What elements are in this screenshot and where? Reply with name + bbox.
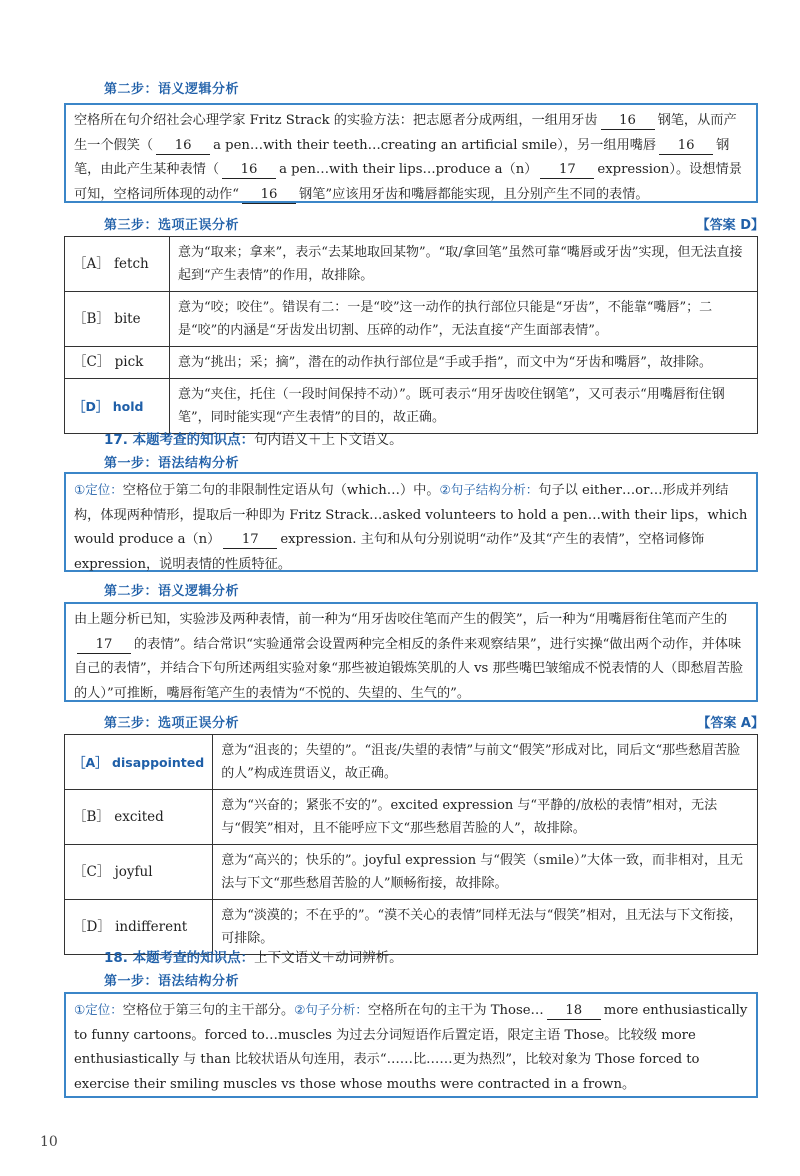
table-row xyxy=(65,845,758,900)
option-label: ［D］ indifferent xyxy=(65,900,213,955)
blank: 17 xyxy=(540,161,594,179)
q17-step2-text: 由上题分析已知，实验涉及两种表情，前一种为“用牙齿咬住笔而产生的假笑”，后一种为“用嘴唇衔住笔而产生的17 的表情”。结合常识“实验通常会设置两种完全相反的条件来观察结果”，进行实操“做出两个动作，并体味自己的表情”，并结合下句所述两组实验对象“那些被迫锻炼笑肌的人 vs 那些嘴巴皱缩成不悦表情的人（即愁眉苦脸的人）”可推断，嘴唇衔笔产生的表情为“不悦的、失望的、生气的”。 xyxy=(74,612,744,701)
option-explanation: 意为“夹住，托住（一段时间保持不动）”。既可表示“用牙齿咬住钢笔”，又可表示“用嘴唇衔住钢笔”，同时能实现“产生表情”的目的，故正确。 xyxy=(170,379,758,434)
q17-step2-title: 第二步：语义逻辑分析 xyxy=(104,584,240,599)
option-label: ［A］ fetch xyxy=(65,237,170,292)
blank: 16 xyxy=(222,161,276,179)
blank: 16 xyxy=(156,137,210,155)
table-row xyxy=(65,379,758,434)
blank: 16 xyxy=(659,137,713,155)
option-explanation: 意为“挑出；采；摘”，潜在的动作执行部位是“手或手指”，而文中为“牙齿和嘴唇”，故排除。 xyxy=(170,347,758,379)
q16-options-table xyxy=(64,236,758,434)
q16-answer: 【答案 D】 xyxy=(696,218,764,233)
q16-step3-title: 第三步：选项正误分析 xyxy=(104,218,240,233)
option-explanation: 意为“高兴的；快乐的”。joyful expression 与“假笑（smile）”大体一致，而非相对，且无法与下文“那些愁眉苦脸的人”顺畅衔接，故排除。 xyxy=(213,845,758,900)
table-row xyxy=(65,735,758,790)
option-label: ［C］ pick xyxy=(65,347,170,379)
table-row xyxy=(65,237,758,292)
blank: 17 xyxy=(223,531,277,549)
option-label: ［C］ joyful xyxy=(65,845,213,900)
q16-step2-title: 第二步：语义逻辑分析 xyxy=(104,82,240,97)
option-label: ［B］ bite xyxy=(65,292,170,347)
option-explanation: 意为“咬；咬住”。错误有二：一是“咬”这一动作的执行部位只能是“牙齿”，不能靠“嘴唇”；二是“咬”的内涵是“牙齿发出切割、压碎的动作”，无法直接“产生面部表情”。 xyxy=(170,292,758,347)
q17-step1-text: ①定位：空格位于第二句的非限制性定语从句（which…）中。②句子结构分析：句子以 either…or…形成并列结构，体现两种情形，提取后一种即为 Fritz Strack…asked volunteers to hold a pen…with their lips，which would produce a（n） 17 expression. 主句和从句分别说明“动作”及其“产生的表情”，空格词修饰 expression，说明表情的性质特征。 xyxy=(74,482,748,572)
blank: 16 xyxy=(242,186,296,204)
q16-step2-text: 空格所在句介绍社会心理学家 Fritz Strack 的实验方法：把志愿者分成两组，一组用牙齿 16 钢笔，从而产生一个假笑（ 16 a pen…with their teeth…creating an artificial smile），另一组用嘴唇 16 钢笔，由此产生某种表情（ 16 a pen…with their lips…produce a（n） 17 expression）。设想情景可知，空格词所体现的动作“ 16 钢笔”应该用牙齿和嘴唇都能实现，且分别产生不同的表情。 xyxy=(74,113,742,202)
blank: 17 xyxy=(77,636,131,654)
q17-title: 17. 本题考查的知识点：句内语义＋上下文语义。 xyxy=(104,432,403,448)
table-row xyxy=(65,790,758,845)
q17-step1-box xyxy=(64,472,758,572)
q18-title: 18. 本题考查的知识点：上下文语义＋动词辨析。 xyxy=(104,950,403,966)
option-explanation: 意为“沮丧的；失望的”。“沮丧/失望的表情”与前文“假笑”形成对比，同后文“那些愁眉苦脸的人”构成连贯语义，故正确。 xyxy=(213,735,758,790)
table-row xyxy=(65,347,758,379)
q17-step3-title: 第三步：选项正误分析 xyxy=(104,716,240,731)
q17-step2-box xyxy=(64,602,758,702)
q16-step2-box xyxy=(64,103,758,203)
option-label-correct: ［D］ hold xyxy=(65,379,170,434)
q18-step1-box xyxy=(64,992,758,1098)
option-explanation: 意为“取来；拿来”，表示“去某地取回某物”。“取/拿回笔”虽然可靠“嘴唇或牙齿”实现，但无法直接起到“产生表情”的作用，故排除。 xyxy=(170,237,758,292)
q18-step1-title: 第一步：语法结构分析 xyxy=(104,974,240,989)
option-explanation: 意为“淡漠的；不在乎的”。“漠不关心的表情”同样无法与“假笑”相对，且无法与下文衔接，可排除。 xyxy=(213,900,758,955)
option-label-correct: ［A］ disappointed xyxy=(65,735,213,790)
option-label: ［B］ excited xyxy=(65,790,213,845)
blank: 16 xyxy=(601,112,655,130)
q17-options-table xyxy=(64,734,758,955)
q17-step1-title: 第一步：语法结构分析 xyxy=(104,456,240,471)
blank: 18 xyxy=(547,1002,601,1020)
table-row xyxy=(65,292,758,347)
q18-step1-text: ①定位：空格位于第三句的主干部分。②句子分析：空格所在句的主干为 Those… 18 more enthusiastically to funny cartoons。forced to…muscles 为过去分词短语作后置定语，限定主语 Those。比较级 more enthusiastically 与 than 比较状语从句连用，表示“……比……更为热烈”，比较对象为 Those forced to exercise their smiling muscles vs those whose mouths were contracted in a frown。 xyxy=(74,1002,748,1092)
page-number: 10 xyxy=(40,1134,58,1150)
q17-answer: 【答案 A】 xyxy=(697,716,764,731)
option-explanation: 意为“兴奋的；紧张不安的”。excited expression 与“平静的/放松的表情”相对，无法与“假笑”相对，且不能呼应下文“那些愁眉苦脸的人”，故排除。 xyxy=(213,790,758,845)
